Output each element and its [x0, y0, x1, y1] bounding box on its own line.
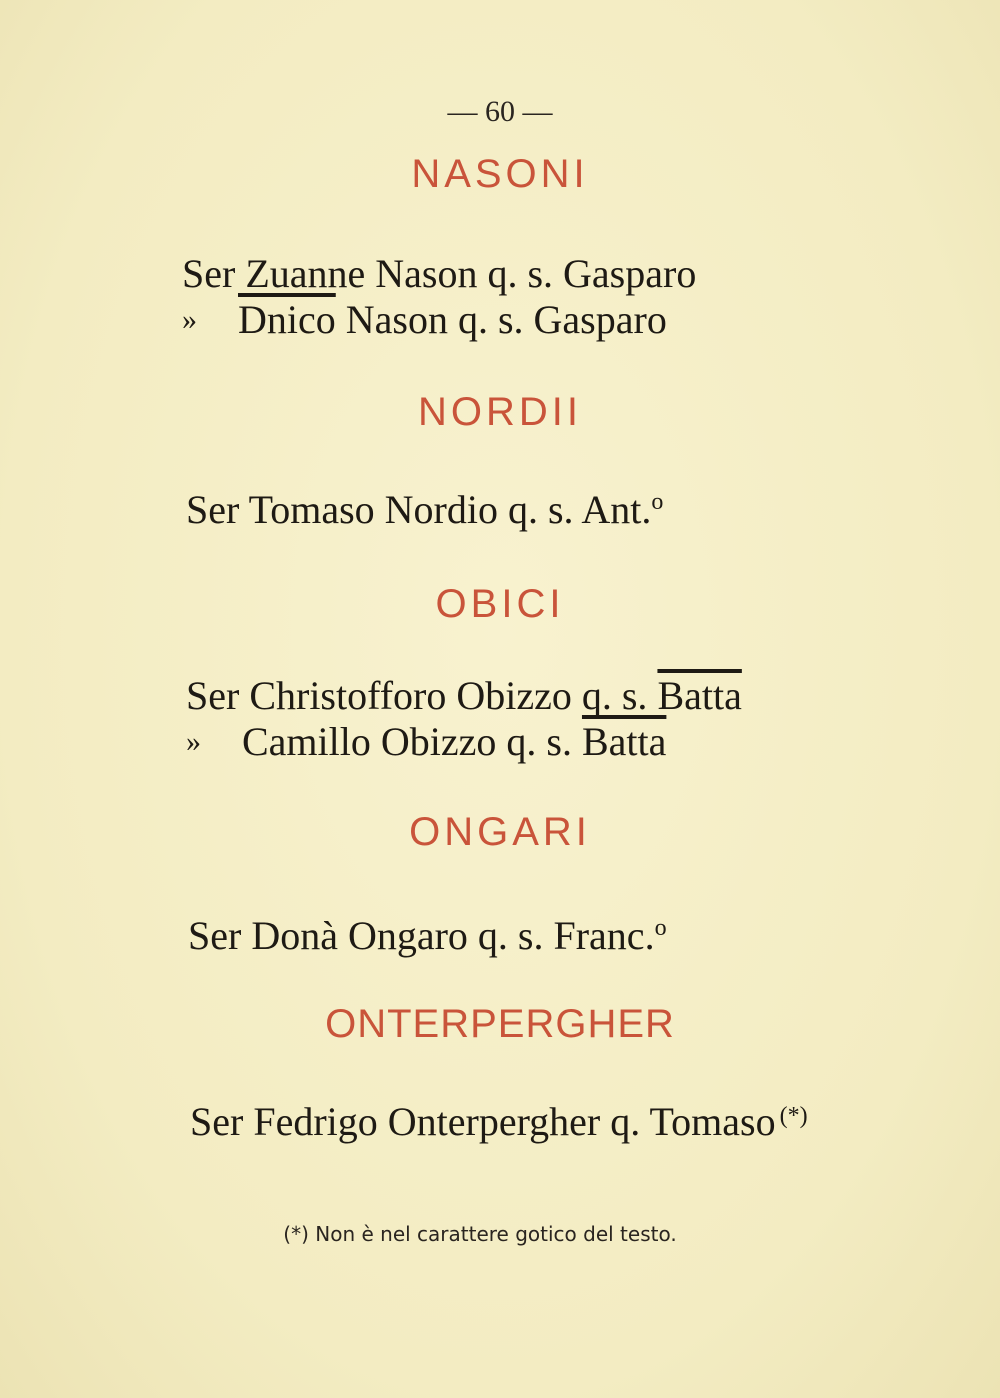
entry-line	[188, 912, 667, 959]
ditto-mark: »	[186, 725, 201, 758]
entry-text: Ser Fedrigo Onterpergher q. Tomaso	[190, 1099, 776, 1144]
superscript-o: o	[654, 915, 667, 941]
abbreviated-name: Batta	[581, 719, 667, 764]
page-number: — 60 —	[447, 95, 553, 128]
entry-text: Camillo Obizzo q. s.	[242, 719, 582, 764]
footnote-marker: (*)	[283, 1222, 309, 1246]
heading-nasoni: NASONI	[411, 152, 589, 196]
entry-line	[186, 718, 666, 765]
abbreviated-name: Batta	[657, 673, 742, 718]
entry-text: Ser Christofforo Obizzo q. s.	[186, 673, 658, 718]
heading-ongari: ONGARI	[409, 810, 591, 854]
entry-line	[190, 1098, 808, 1145]
entry-text: Ser Donà Ongaro q. s. Franc.	[188, 913, 655, 958]
footnote-marker: (*)	[779, 1103, 808, 1129]
abbreviated-name: Dnico	[238, 297, 336, 342]
entry-line	[186, 672, 742, 719]
superscript-o: o	[651, 489, 664, 515]
heading-obici: OBICI	[435, 582, 565, 626]
entry-line	[186, 486, 663, 533]
ditto-mark: »	[182, 303, 197, 336]
entry-line: Ser Zuanne Nason q. s. Gasparo	[182, 251, 697, 296]
footnote	[0, 1222, 960, 1246]
heading-onterpergher: ONTERPERGHER	[325, 1002, 675, 1046]
entry-text: Ser Tomaso Nordio q. s. Ant.	[186, 487, 652, 532]
entry-line	[182, 296, 667, 343]
heading-nordii: NORDII	[418, 390, 582, 434]
footnote-text: Non è nel carattere gotico del testo.	[315, 1222, 677, 1246]
entry-rest: Nason q. s. Gasparo	[335, 297, 667, 342]
